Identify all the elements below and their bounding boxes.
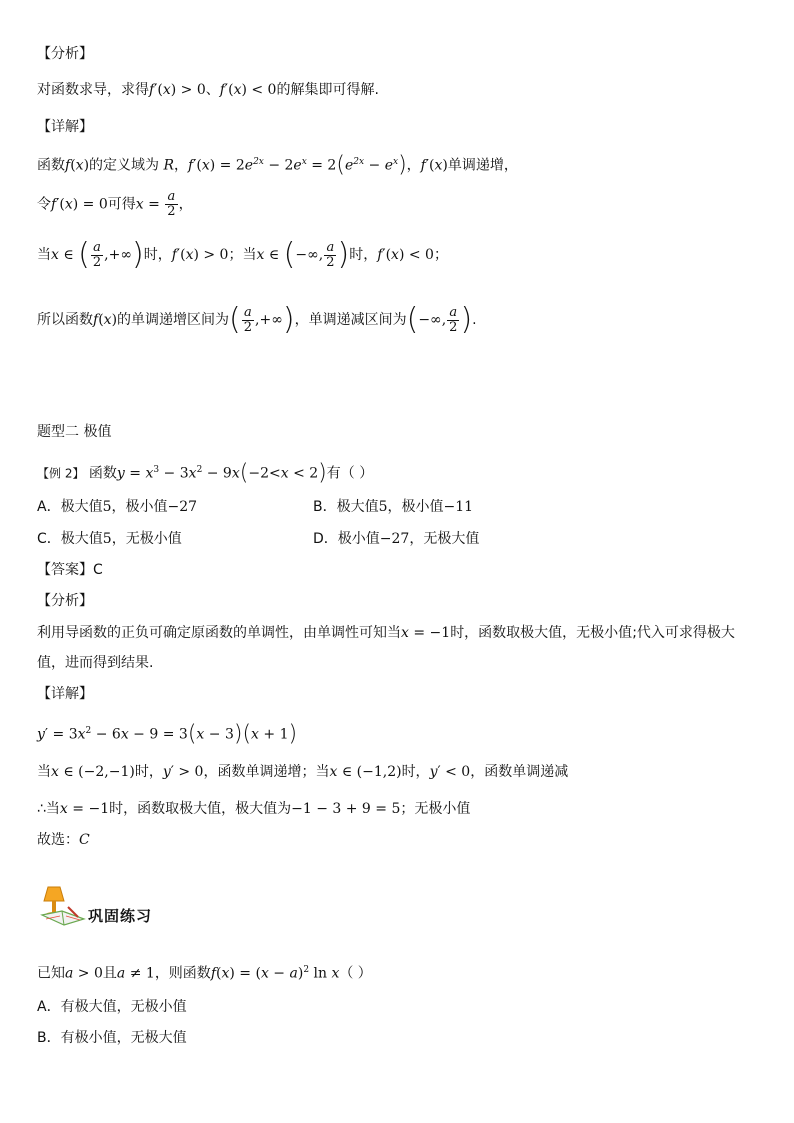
section-type-title: 题型二 极值 <box>37 424 112 440</box>
detail-tag-1: 【详解】 <box>37 119 93 135</box>
derivative-line: $y' = 3x^2 - 6x - 9 = 3(x - 3)(x + 1)$ <box>37 721 298 747</box>
practice-option-a: A．有极大值，无极小值 <box>37 999 187 1015</box>
detail-line-zero: 令f′(x) = 0可得x = $\frac{a}{2}$ ， <box>37 189 193 219</box>
detail-line-domain: 函数f(x)的定义域为 R，$f'(x) = 2e^{2x} - 2e^x = 2(e^{2x} - e^x)$，f′(x)单调递增， <box>37 152 518 178</box>
analysis-text-1: 对函数求导，求得f′(x) > 0、f′(x) < 0的解集即可得解. <box>37 82 379 98</box>
detail-line-conclusion: 所以函数f(x)的单调递增区间为( $\frac{a}{2}$ ,+∞)，单调递减区间为(−∞, $\frac{a}{2}$ ). <box>37 302 477 337</box>
answer-tag: 【答案】C <box>37 562 103 578</box>
lamp-book-icon <box>38 885 86 927</box>
analysis-tag-2: 【分析】 <box>37 593 93 609</box>
analysis-tag-1: 【分析】 <box>37 46 93 62</box>
example-2-question: 【例 2】 函数$y = x^3 - 3x^2 - 9x(-2<x < 2)$有（ ） <box>37 460 374 486</box>
practice-question: 已知a > 0且a ≠ 1，则函数$f(x) = (x - a)^2$ ln x（ ） <box>37 965 372 982</box>
option-c: C．极大值5，无极小值 <box>37 531 182 547</box>
option-b: B．极大值5，极小值−11 <box>313 499 474 515</box>
practice-option-b: B．有极小值，无极大值 <box>37 1030 187 1046</box>
final-answer: 故选：C <box>37 832 90 848</box>
detail-tag-2: 【详解】 <box>37 686 93 702</box>
detail-line-intervals: 当x ∈ ( $\frac{a}{2}$ ,+∞)时，f′(x) > 0；当x ∈ (−∞, $\frac{a}{2}$ )时，f′(x) < 0； <box>37 237 448 272</box>
practice-section-title: 巩固练习 <box>88 907 153 925</box>
option-d: D．极小值−27，无极大值 <box>313 531 480 547</box>
monotonic-line: 当x ∈ (−2,−1)时，y′ > 0，函数单调递增；当x ∈ (−1,2)时，y′ < 0，函数单调递减 <box>37 764 569 780</box>
option-a: A．极大值5，极小值−27 <box>37 499 198 515</box>
maximum-line: ∴当x = −1时，函数取极大值，极大值为−1 − 3 + 9 = 5；无极小值 <box>37 801 471 817</box>
analysis-text-2: 利用导函数的正负可确定原函数的单调性，由单调性可知当x = −1时，函数取极大值，无极小值;代入可求得极大值，进而得到结果. <box>37 625 735 671</box>
